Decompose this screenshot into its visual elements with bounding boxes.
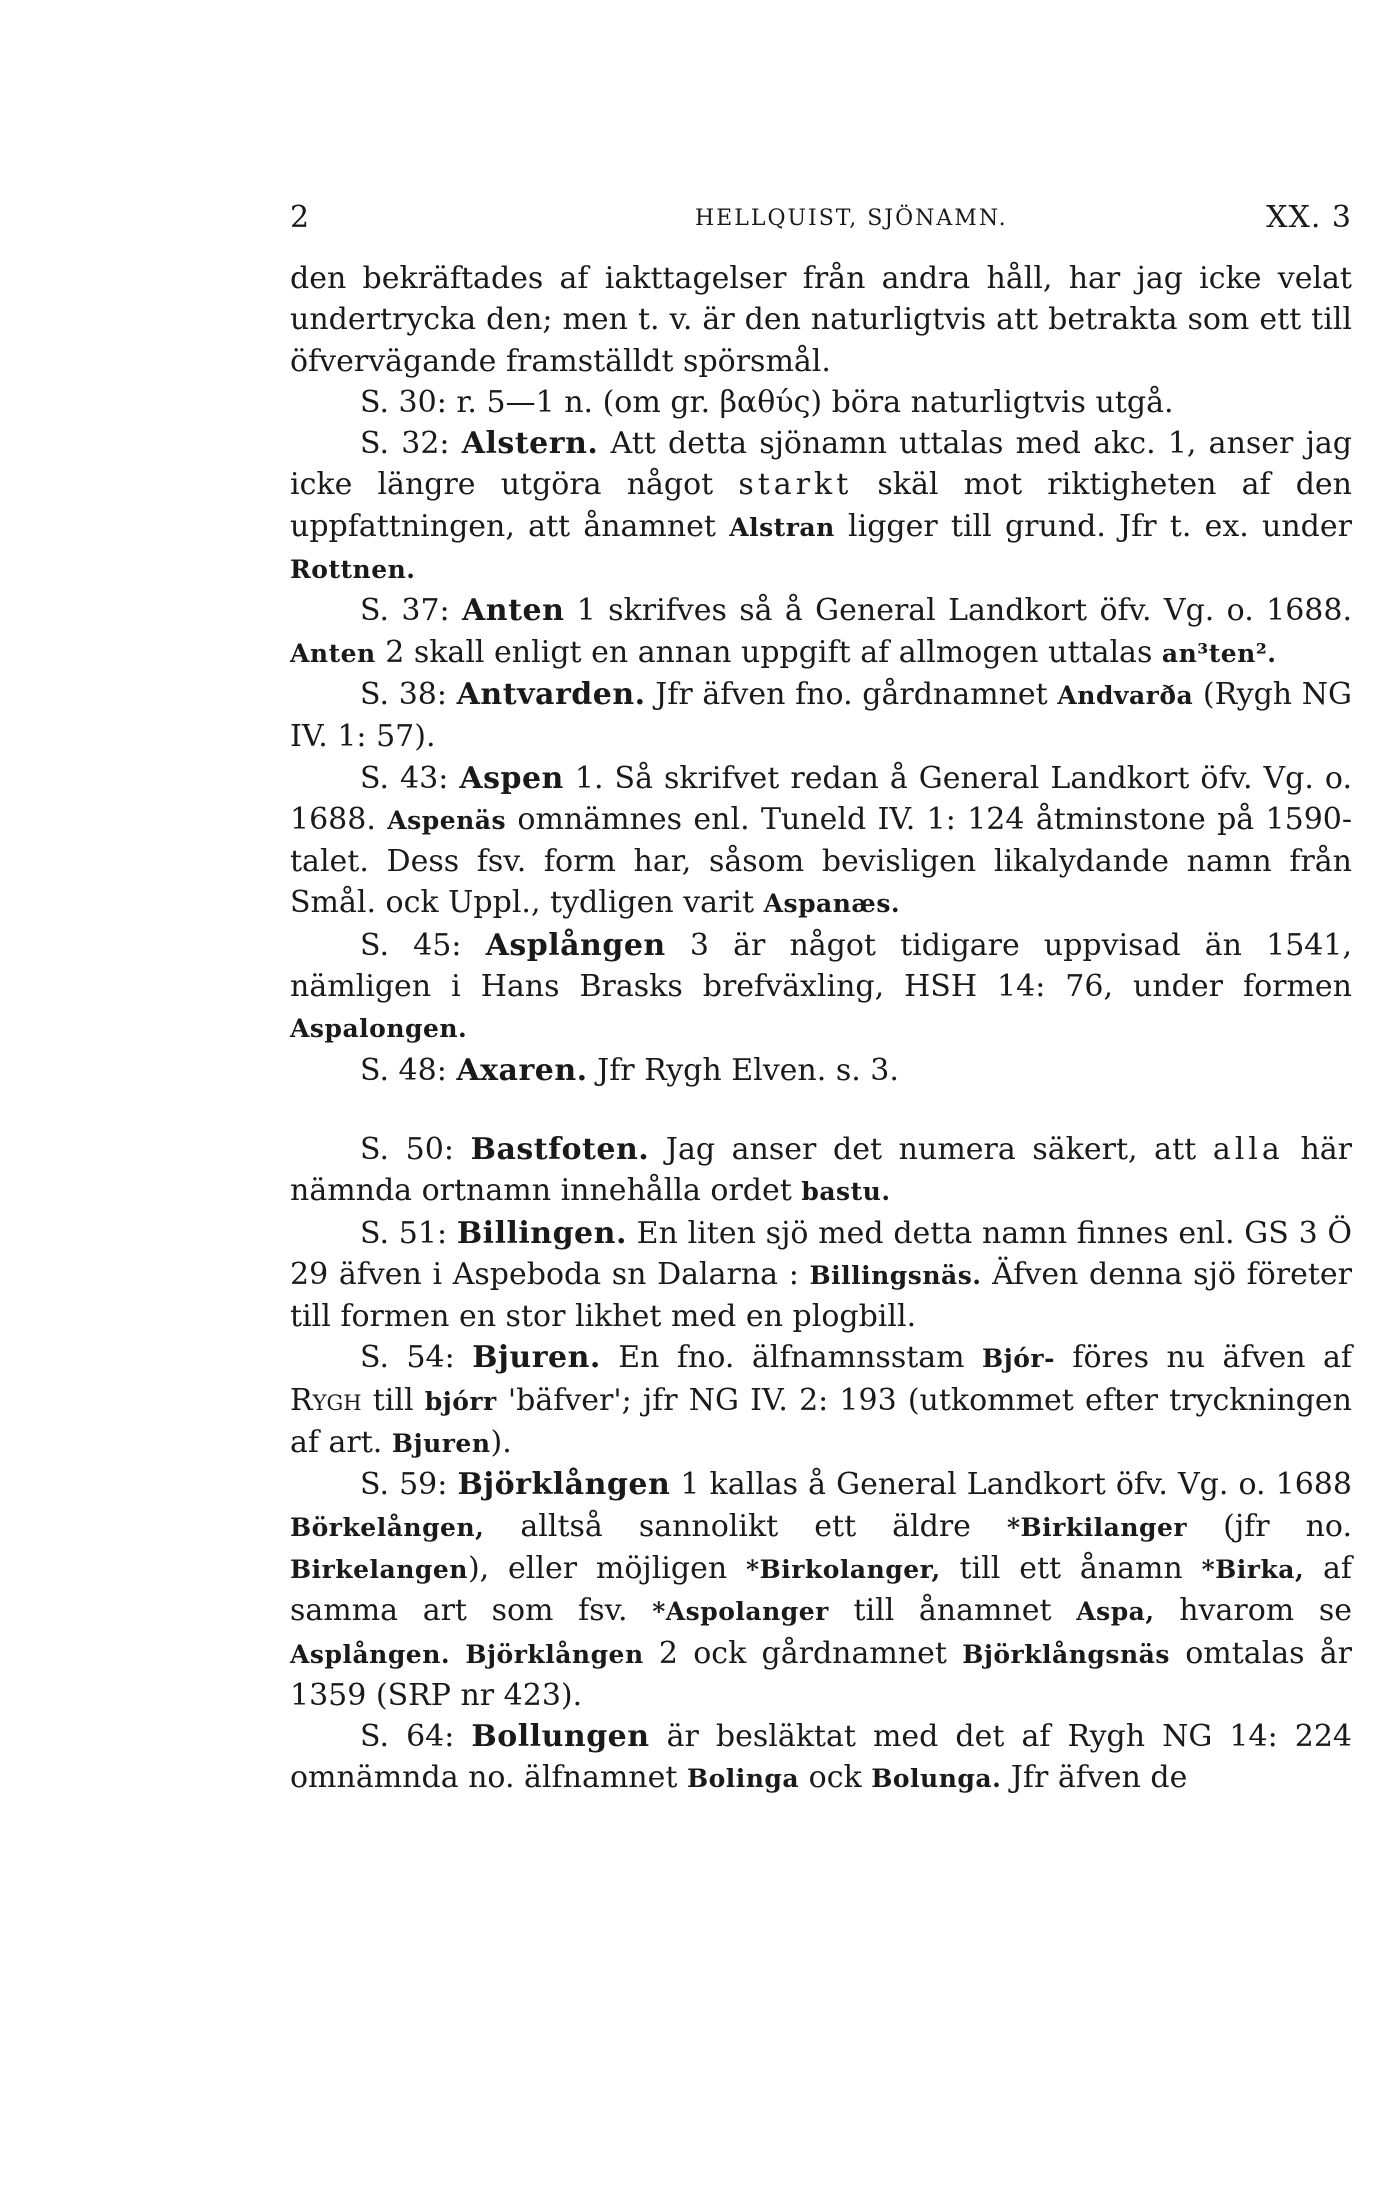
- cited-name: bastu.: [801, 1177, 891, 1207]
- entry-headword: Billingen.: [456, 1215, 627, 1251]
- text-run: föres nu äfven af: [1054, 1340, 1352, 1376]
- cited-name: Björklången: [465, 1639, 644, 1669]
- text-run: S. 54:: [360, 1340, 473, 1376]
- text-run: S. 50:: [360, 1131, 471, 1167]
- text-run: Jfr Rygh Elven. s. 3.: [587, 1052, 899, 1088]
- text-run: 2 ock gårdnamnet: [643, 1635, 963, 1671]
- paragraph: [290, 1716, 1352, 1800]
- text-run: ).: [490, 1425, 512, 1461]
- paragraph: [290, 925, 1352, 1050]
- text-run: ligger till grund. Jfr t. ex. under: [834, 508, 1352, 544]
- text-run: S. 51:: [360, 1215, 457, 1251]
- section-number: XX. 3: [1266, 200, 1352, 235]
- paragraph: [290, 1129, 1352, 1213]
- text-run: S. 37:: [360, 593, 463, 629]
- text-run: skäl mot riktigheten af den uppfattningen, att ånamnet: [290, 467, 1352, 544]
- entry-headword: Alstern.: [461, 426, 599, 462]
- text-run: Jfr äfven fno. gårdnamnet: [645, 676, 1058, 712]
- paragraph: [290, 1050, 1352, 1091]
- text-run: En fno. älfnamnsstam: [600, 1340, 983, 1376]
- text-run: omtalas år 1359 (SRP nr 423).: [290, 1635, 1352, 1713]
- spaced-emphasis: alla: [1212, 1131, 1284, 1167]
- cited-name: Bolinga: [686, 1764, 800, 1794]
- text-run: 1 skrifves så å General Landkort öfv. Vg. o. 1688.: [564, 593, 1352, 629]
- cited-name: Bolunga.: [871, 1764, 1002, 1794]
- cited-name: bjórr: [424, 1386, 497, 1416]
- text-run: S. 32:: [360, 426, 462, 462]
- text-run: till ett ånamn: [940, 1550, 1202, 1586]
- entry-headword: Bollungen: [471, 1719, 650, 1755]
- cited-name: Aspanæs.: [763, 889, 901, 919]
- text-run: 3 är något tidigare uppvisad än 1541, nämligen i Hans Brasks brefväxling, HSH 14: 76, under formen: [290, 927, 1353, 1005]
- text-run: (jfr no.: [1187, 1508, 1352, 1544]
- text-run: 'bäfver'; jfr NG IV. 2: 193 (utkommet efter tryckningen af art.: [290, 1382, 1352, 1461]
- text-run: alltså sannolikt ett äldre: [484, 1508, 1007, 1544]
- paragraph: [290, 258, 1352, 382]
- entry-headword: Aspen: [459, 760, 564, 796]
- text-run: 2 skall enligt en annan uppgift af allmogen uttalas: [375, 634, 1162, 670]
- entry-headword: Antvarden.: [456, 676, 646, 712]
- text-run: Äfven denna sjö företer till formen en stor likhet med en plogbill.: [290, 1256, 1352, 1335]
- cited-name: *Birkilanger: [1006, 1512, 1188, 1542]
- paragraph: [290, 1464, 1352, 1716]
- page-number: 2: [290, 200, 311, 235]
- cited-name: Anten: [290, 638, 376, 668]
- text-run: hvarom se: [1154, 1593, 1352, 1629]
- cited-name: Börkelången,: [290, 1512, 485, 1542]
- cited-name: Aspenäs: [387, 805, 507, 835]
- text-run: den bekräftades af iakttagelser från andra håll, har jag icke velat undertrycka den; men t. v. är den naturligtvis att betrakta som ett till öfvervägande framställdt spörsmål.: [290, 261, 1352, 379]
- cited-name: Aspalongen.: [290, 1014, 468, 1044]
- text-run: [450, 1636, 465, 1671]
- cited-name: Birkelangen: [290, 1554, 468, 1584]
- text-run: till: [361, 1382, 425, 1418]
- text-run: till ånamnet: [828, 1593, 1077, 1629]
- text-run: här nämnda ortnamn innehålla ordet: [290, 1131, 1352, 1209]
- running-title: HELLQUIST, SJÖNAMN.: [695, 206, 1008, 231]
- text-run: 1. Så skrifvet redan å General Landkort öfv. Vg. o. 1688.: [290, 760, 1352, 837]
- cited-name: Andvarða: [1057, 680, 1194, 710]
- text-run: (Rygh NG IV. 1: 57).: [290, 676, 1352, 755]
- entry-headword: Axaren.: [456, 1052, 588, 1088]
- text-run: Jfr äfven de: [1001, 1760, 1188, 1796]
- cited-name: Asplången.: [290, 1639, 451, 1669]
- text-run: 1 kallas å General Landkort öfv. Vg. o. 1688: [670, 1467, 1352, 1503]
- text-run: S. 64:: [360, 1719, 472, 1755]
- cited-name: *Birkolanger,: [746, 1554, 941, 1584]
- cited-name: Björklångsnäs: [962, 1639, 1170, 1669]
- text-run: är besläktat med det af Rygh NG 14: 224 omnämnda no. älfnamnet: [290, 1719, 1352, 1796]
- author-name: Rygh: [290, 1382, 362, 1418]
- paragraph: [290, 1337, 1352, 1464]
- cited-name: Alstran: [729, 512, 835, 542]
- cited-name: Rottnen.: [290, 555, 416, 585]
- page-body: [290, 258, 1352, 1800]
- text-run: Jag anser det numera säkert, att: [649, 1131, 1213, 1167]
- document-page: [290, 200, 1352, 1800]
- entry-headword: Asplången: [485, 927, 666, 963]
- paragraph: [290, 423, 1352, 590]
- text-run: af samma art som fsv.: [290, 1550, 1353, 1629]
- entry-headword: Bjuren.: [472, 1340, 601, 1376]
- text-run: Att detta sjönamn uttalas med akc. 1, anser jag icke längre utgöra något: [290, 426, 1352, 503]
- cited-name: Bjuren: [391, 1429, 491, 1459]
- paragraph: [290, 590, 1352, 674]
- cited-name: *Aspolanger: [652, 1597, 829, 1627]
- text-run: ), eller möjligen: [467, 1550, 747, 1586]
- text-run: En liten sjö med detta namn finnes enl. GS 3 Ö 29 äfven i Aspeboda sn Dalarna :: [290, 1215, 1352, 1292]
- entry-headword: Björklången: [457, 1467, 671, 1503]
- cited-name: *Birka,: [1201, 1554, 1305, 1584]
- paragraph: [290, 382, 1352, 423]
- paragraph: [290, 1213, 1352, 1338]
- cited-name: Aspa,: [1076, 1597, 1155, 1627]
- spaced-emphasis: starkt: [738, 467, 853, 503]
- text-run: ock: [799, 1760, 872, 1796]
- paragraph: [290, 674, 1352, 758]
- text-run: omnämnes enl. Tuneld IV. 1: 124 åtminstone på 1590-talet. Dess fsv. form har, såsom bevisligen likalydande namn från Smål. ock Uppl., tydligen varit: [290, 801, 1353, 921]
- cited-name: Billingsnäs.: [809, 1260, 982, 1290]
- cited-name: Bjór-: [982, 1344, 1055, 1374]
- entry-headword: Anten: [462, 593, 565, 629]
- cited-name: an³ten².: [1161, 638, 1277, 668]
- paragraph: [290, 758, 1352, 925]
- text-run: S. 30: r. 5—1 n. (om gr. βαθύς) böra naturligtvis utgå.: [360, 384, 1174, 420]
- page-header: [290, 200, 1352, 250]
- text-run: S. 38:: [360, 676, 457, 712]
- text-run: S. 48:: [360, 1052, 457, 1088]
- entry-headword: Bastfoten.: [470, 1131, 650, 1167]
- text-run: S. 45:: [360, 927, 486, 963]
- text-run: S. 59:: [360, 1467, 458, 1503]
- text-run: S. 43:: [360, 760, 460, 796]
